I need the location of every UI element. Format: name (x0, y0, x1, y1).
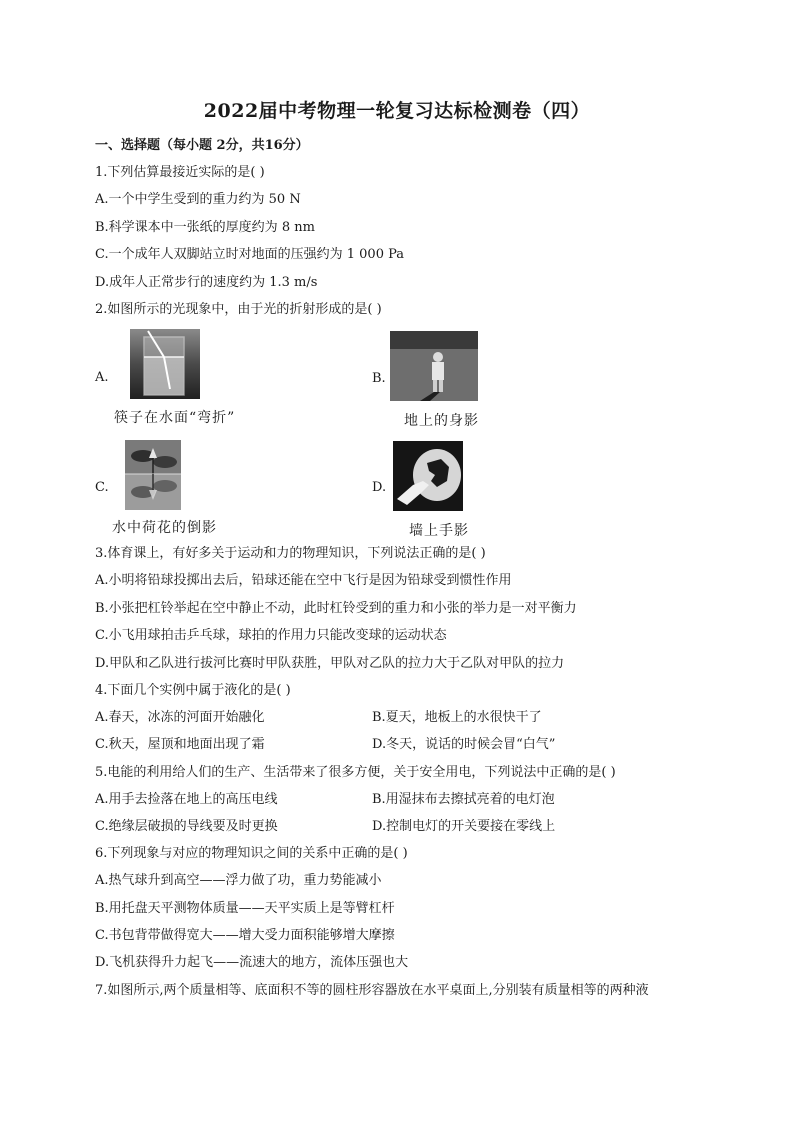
q1-option-d: D.成年人正常步行的速度约为 1.3 m/s (95, 275, 318, 290)
q4-option-b: B.夏天，地板上的水很快干了 (372, 710, 542, 725)
q2-option-c-letter: C. (95, 480, 109, 495)
q2-option-a-caption: 筷子在水面“弯折” (114, 410, 236, 426)
q5-option-d: D.控制电灯的开关要接在零线上 (372, 819, 556, 834)
q1-option-a: A.一个中学生受到的重力约为 50 N (95, 192, 301, 207)
q5-option-b: B.用湿抹布去擦拭亮着的电灯泡 (372, 792, 555, 807)
q4-option-a: A.春天，冰冻的河面开始融化 (95, 710, 265, 725)
q2-option-b-caption: 地上的身影 (404, 413, 479, 429)
q3-option-d: D.甲队和乙队进行拔河比赛时甲队获胜，甲队对乙队的拉力大于乙队对甲队的拉力 (95, 656, 565, 671)
q2-option-d-caption: 墙上手影 (409, 523, 469, 539)
q2-option-a-letter: A. (95, 370, 109, 385)
q5-stem: 5.电能的利用给人们的生产、生活带来了很多方便，关于安全用电，下列说法中正确的是( ) (95, 765, 616, 780)
q4-option-d: D.冬天，说话的时候会冒“白气” (372, 737, 556, 752)
q3-option-b: B.小张把杠铃举起在空中静止不动，此时杠铃受到的重力和小张的举力是一对平衡力 (95, 601, 577, 616)
q6-stem: 6.下列现象与对应的物理知识之间的关系中正确的是( ) (95, 846, 408, 861)
q2-option-c-caption: 水中荷花的倒影 (112, 520, 217, 536)
q2-option-b-letter: B. (372, 371, 386, 386)
exam-title: 2022届中考物理一轮复习达标检测卷（四） (203, 100, 591, 122)
q4-option-c: C.秋天，屋顶和地面出现了霜 (95, 737, 265, 752)
q3-option-a: A.小明将铅球投掷出去后，铅球还能在空中飞行是因为铅球受到惯性作用 (95, 573, 512, 588)
q5-option-a: A.用手去捡落在地上的高压电线 (95, 792, 278, 807)
q6-option-d: D.飞机获得升力起飞——流速大的地方，流体压强也大 (95, 955, 409, 970)
q1-option-b: B.科学课本中一张纸的厚度约为 8 nm (95, 220, 315, 235)
q3-option-c: C.小飞用球拍击乒乓球，球拍的作用力只能改变球的运动状态 (95, 628, 447, 643)
q6-option-c: C.书包背带做得宽大——增大受力面积能够增大摩擦 (95, 928, 395, 943)
q6-option-a: A.热气球升到高空——浮力做了功，重力势能减小 (95, 873, 382, 888)
q7-stem: 7.如图所示,两个质量相等、底面积不等的圆柱形容器放在水平桌面上,分别装有质量相等的两种液 (95, 983, 649, 998)
q3-stem: 3.体育课上，有好多关于运动和力的物理知识，下列说法正确的是( ) (95, 546, 486, 561)
chopsticks-in-water-image (130, 329, 200, 399)
section-heading: 一、选择题（每小题 2分，共16分） (95, 138, 309, 153)
q1-stem: 1.下列估算最接近实际的是( ) (95, 165, 265, 180)
lotus-reflection-image (125, 440, 181, 510)
shadow-on-ground-image (390, 331, 478, 401)
q4-stem: 4.下面几个实例中属于液化的是( ) (95, 683, 291, 698)
q5-option-c: C.绝缘层破损的导线要及时更换 (95, 819, 278, 834)
q2-stem: 2.如图所示的光现象中，由于光的折射形成的是( ) (95, 302, 382, 317)
q2-option-d-letter: D. (372, 480, 387, 495)
q6-option-b: B.用托盘天平测物体质量——天平实质上是等臂杠杆 (95, 901, 395, 916)
hand-shadow-image (393, 441, 463, 511)
q1-option-c: C.一个成年人双脚站立时对地面的压强约为 1 000 Pa (95, 247, 405, 262)
